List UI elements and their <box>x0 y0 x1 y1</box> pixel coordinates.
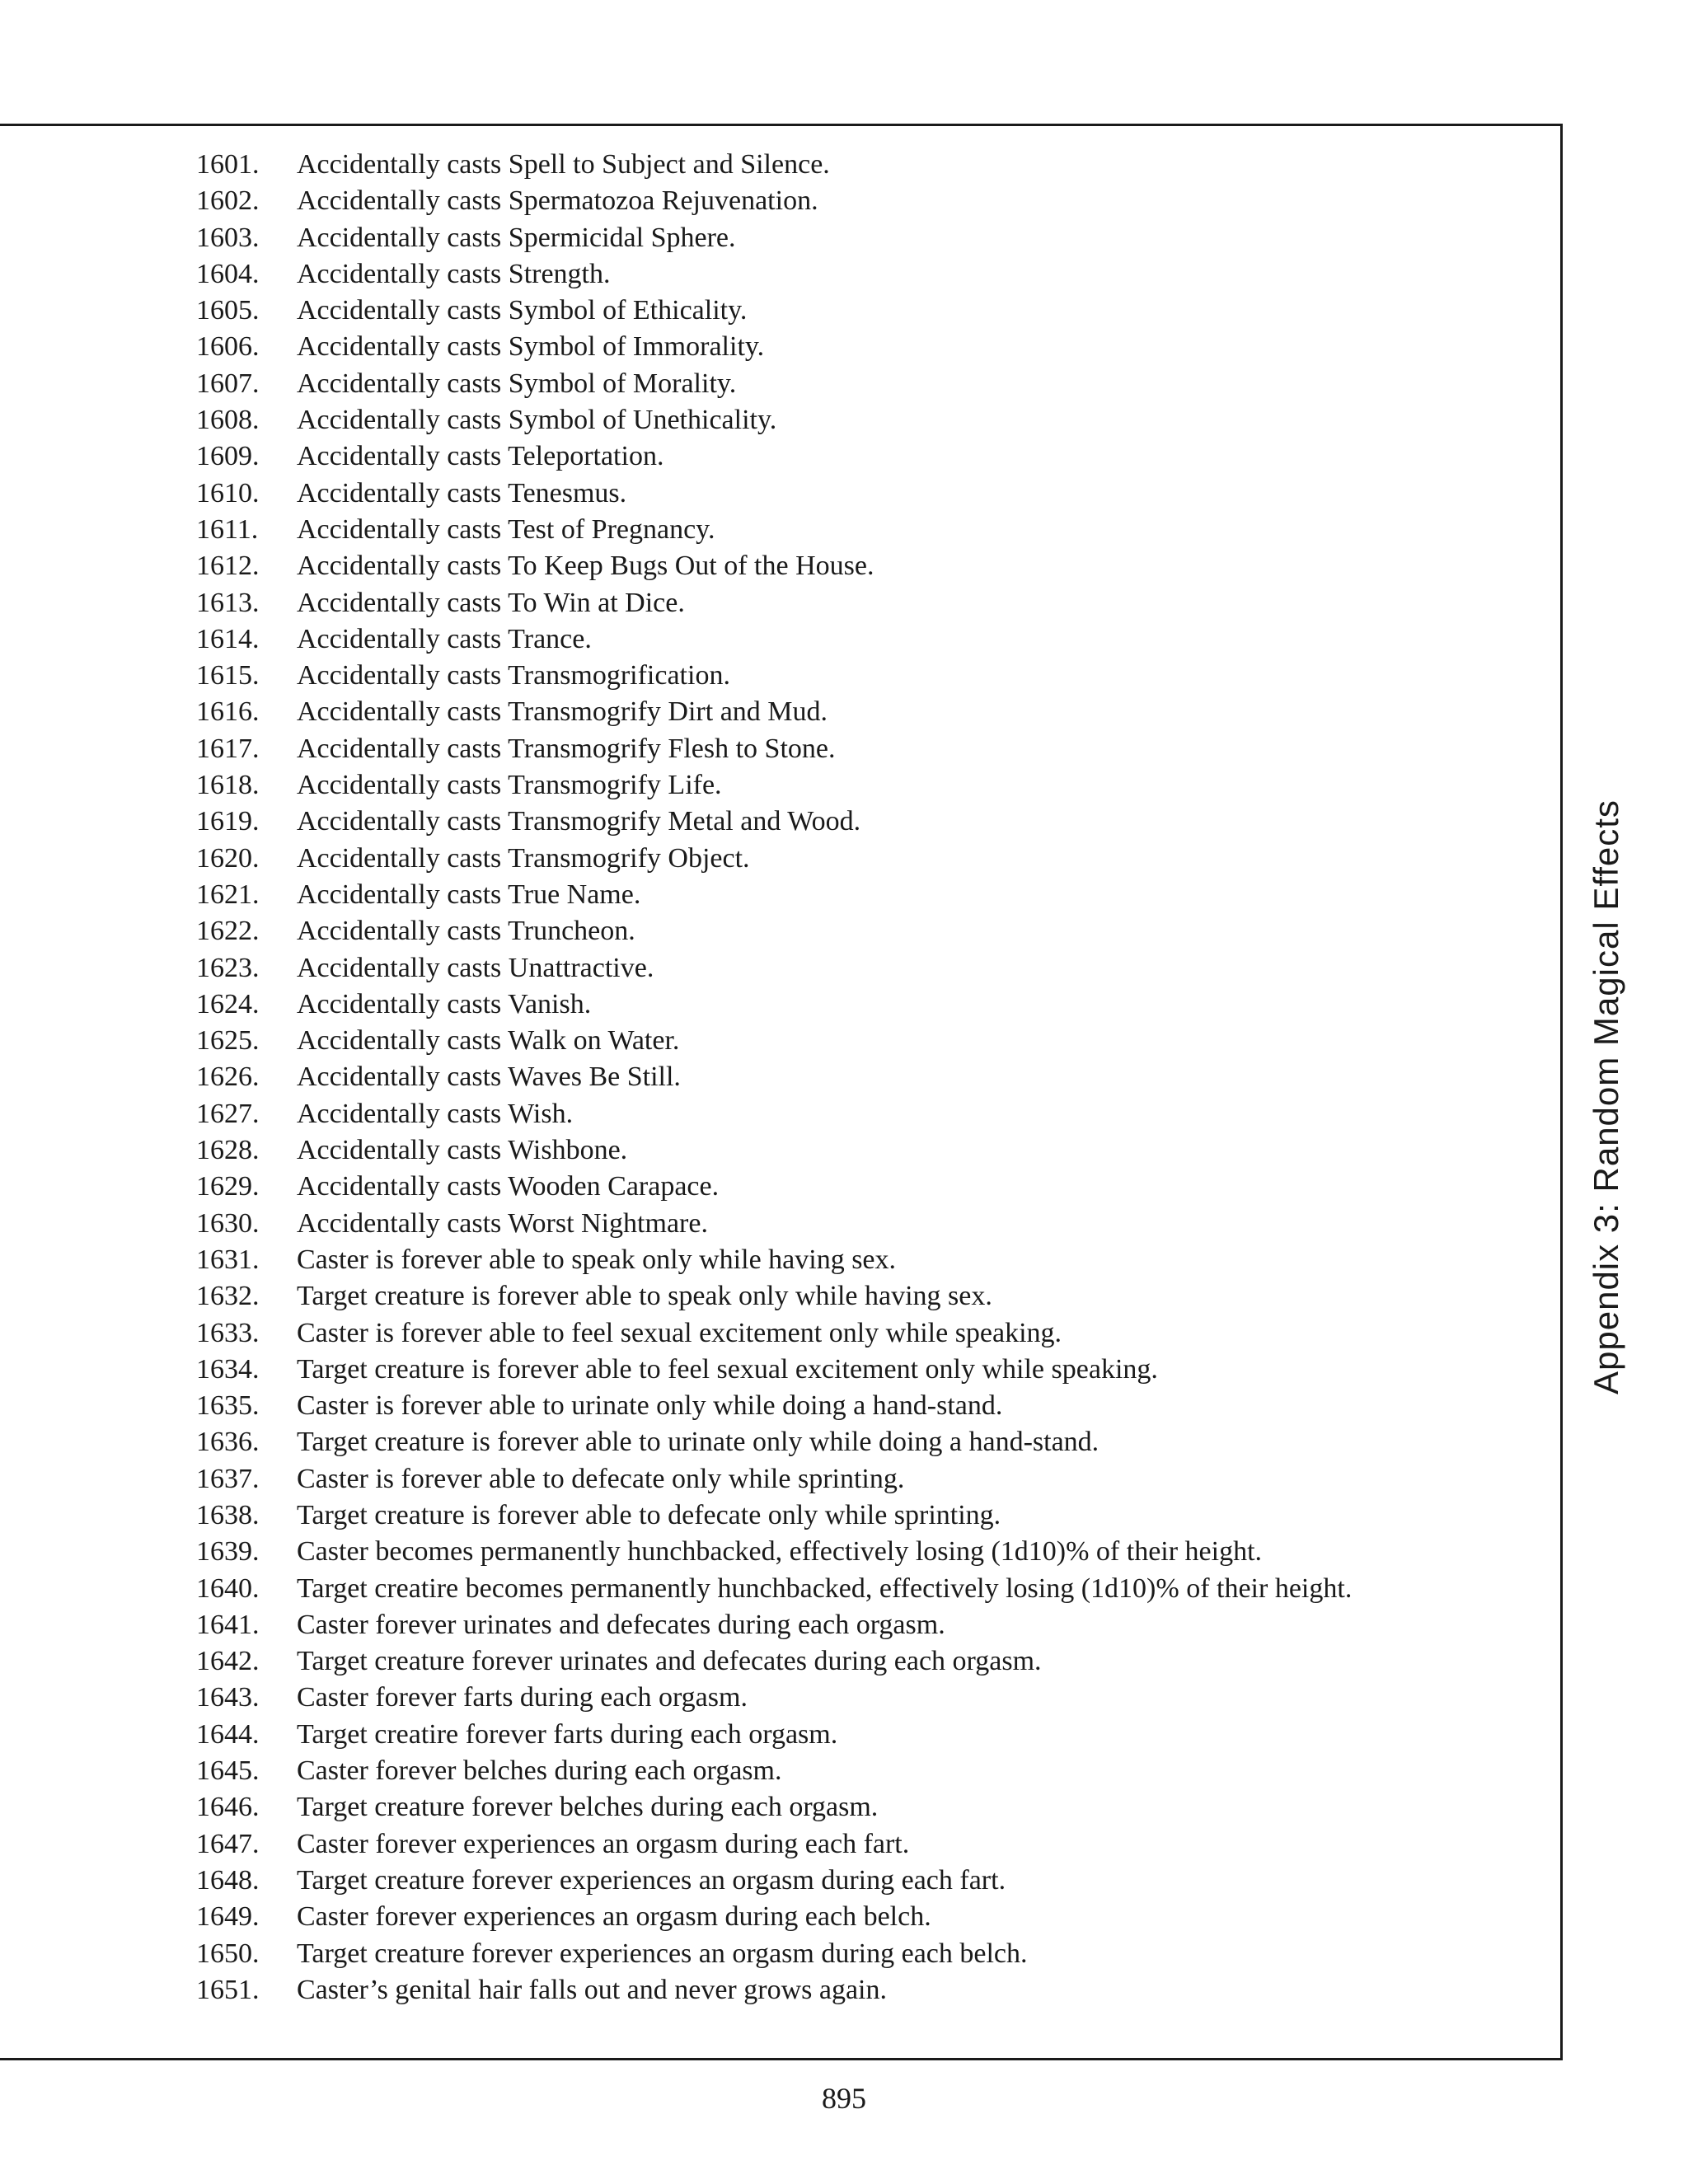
entry-text: Accidentally casts Wishbone. <box>297 1135 628 1166</box>
entry-text: Accidentally casts Teleportation. <box>297 441 664 472</box>
list-item <box>196 1388 1352 1424</box>
entry-text: Caster forever belches during each orgasm. <box>297 1755 782 1787</box>
list-item <box>196 913 1352 949</box>
entry-text: Accidentally casts Unattractive. <box>297 952 654 983</box>
entry-text: Accidentally casts Test of Pregnancy. <box>297 513 715 545</box>
entry-number: 1624. <box>196 988 260 1019</box>
entry-number: 1627. <box>196 1098 260 1129</box>
entry-text: Accidentally casts Transmogrify Metal and Wood. <box>297 806 861 837</box>
list-item <box>196 548 1352 584</box>
entry-text: Target creature forever belches during each orgasm. <box>297 1792 879 1823</box>
list-item <box>196 1497 1352 1534</box>
list-item <box>196 1315 1352 1352</box>
entry-number: 1603. <box>196 222 260 253</box>
entry-text: Accidentally casts Truncheon. <box>297 916 635 947</box>
entry-number: 1614. <box>196 623 260 654</box>
entry-text: Accidentally casts Tenesmus. <box>297 477 627 509</box>
list-item <box>196 1096 1352 1132</box>
side-title: Appendix 3: Random Magical Effects <box>1587 799 1625 1394</box>
list-item <box>196 1169 1352 1205</box>
entry-number: 1649. <box>196 1901 260 1933</box>
list-item <box>196 1643 1352 1680</box>
list-item <box>196 183 1352 219</box>
list-item <box>196 1607 1352 1643</box>
entry-number: 1646. <box>196 1792 260 1823</box>
entry-number: 1630. <box>196 1207 260 1239</box>
entry-text: Caster is forever able to defecate only while sprinting. <box>297 1463 905 1494</box>
entry-number: 1639. <box>196 1536 260 1568</box>
entry-number: 1651. <box>196 1974 260 2005</box>
entry-number: 1626. <box>196 1062 260 1093</box>
list-item <box>196 694 1352 730</box>
entry-text: Accidentally casts Strength. <box>297 258 611 289</box>
list-item <box>196 1571 1352 1607</box>
entry-number: 1602. <box>196 185 260 217</box>
list-item <box>196 987 1352 1023</box>
entry-text: Accidentally casts Transmogrification. <box>297 660 730 691</box>
entry-text: Target creatire becomes permanently hunchbacked, effectively losing (1d10)% of their height. <box>297 1572 1353 1604</box>
entry-text: Caster forever experiences an orgasm during each fart. <box>297 1828 910 1859</box>
entry-number: 1633. <box>196 1317 260 1348</box>
entry-number: 1620. <box>196 842 260 874</box>
list-item <box>196 1753 1352 1789</box>
list-item <box>196 1278 1352 1315</box>
entry-number: 1631. <box>196 1244 260 1275</box>
entry-number: 1618. <box>196 770 260 801</box>
list-item <box>196 1972 1352 2008</box>
entry-number: 1645. <box>196 1755 260 1787</box>
entry-text: Accidentally casts Transmogrify Dirt and Mud. <box>297 696 828 728</box>
entry-number: 1640. <box>196 1572 260 1604</box>
list-item <box>196 1826 1352 1863</box>
list-item <box>196 1132 1352 1169</box>
entry-text: Accidentally casts True Name. <box>297 879 641 910</box>
list-item <box>196 256 1352 293</box>
list-item <box>196 329 1352 365</box>
entry-text: Accidentally casts Worst Nightmare. <box>297 1207 708 1239</box>
list-item <box>196 476 1352 512</box>
list-item <box>196 1059 1352 1095</box>
entry-text: Target creature is forever able to feel sexual excitement only while speaking. <box>297 1353 1158 1385</box>
list-item <box>196 147 1352 183</box>
entry-number: 1611. <box>196 513 259 545</box>
entry-number: 1615. <box>196 660 260 691</box>
list-item <box>196 293 1352 329</box>
list-item <box>196 1352 1352 1388</box>
page-number: 895 <box>822 2082 866 2115</box>
entry-text: Target creatire forever farts during each orgasm. <box>297 1718 838 1750</box>
entry-number: 1616. <box>196 696 260 728</box>
entry-text: Target creature forever urinates and defecates during each orgasm. <box>297 1646 1042 1677</box>
list-item <box>196 1206 1352 1242</box>
effects-list <box>196 147 1352 2008</box>
entry-number: 1629. <box>196 1171 260 1202</box>
entry-text: Accidentally casts Wooden Carapace. <box>297 1171 720 1202</box>
entry-text: Caster becomes permanently hunchbacked, effectively losing (1d10)% of their height. <box>297 1536 1263 1568</box>
entry-text: Accidentally casts Trance. <box>297 623 592 654</box>
list-item <box>196 1680 1352 1716</box>
list-item <box>196 877 1352 913</box>
entry-number: 1641. <box>196 1609 260 1640</box>
list-item <box>196 1023 1352 1059</box>
entry-number: 1622. <box>196 916 260 947</box>
entry-number: 1606. <box>196 331 260 363</box>
entry-text: Accidentally casts Spermicidal Sphere. <box>297 222 736 253</box>
entry-number: 1632. <box>196 1281 260 1312</box>
entry-number: 1628. <box>196 1135 260 1166</box>
entry-number: 1637. <box>196 1463 260 1494</box>
entry-text: Accidentally casts To Win at Dice. <box>297 587 685 618</box>
entry-number: 1604. <box>196 258 260 289</box>
list-item <box>196 767 1352 804</box>
entry-text: Caster is forever able to urinate only while doing a hand-stand. <box>297 1390 1003 1422</box>
entry-number: 1648. <box>196 1864 260 1896</box>
entry-text: Caster forever experiences an orgasm during each belch. <box>297 1901 931 1933</box>
entry-number: 1608. <box>196 405 260 436</box>
entry-text: Accidentally casts Symbol of Unethicality. <box>297 405 777 436</box>
entry-number: 1601. <box>196 149 260 180</box>
entry-text: Caster is forever able to feel sexual excitement only while speaking. <box>297 1317 1062 1348</box>
list-item <box>196 220 1352 256</box>
list-item <box>196 1789 1352 1825</box>
list-item <box>196 402 1352 438</box>
entry-number: 1610. <box>196 477 260 509</box>
list-item <box>196 585 1352 621</box>
list-item <box>196 658 1352 694</box>
entry-text: Accidentally casts Vanish. <box>297 988 592 1019</box>
list-item <box>196 950 1352 987</box>
list-item <box>196 1863 1352 1899</box>
entry-text: Accidentally casts Wish. <box>297 1098 574 1129</box>
entry-text: Accidentally casts Symbol of Ethicality. <box>297 295 748 326</box>
entry-text: Target creature is forever able to speak only while having sex. <box>297 1281 992 1312</box>
entry-text: Target creature is forever able to urinate only while doing a hand-stand. <box>297 1427 1100 1458</box>
entry-text: Caster is forever able to speak only while having sex. <box>297 1244 897 1275</box>
list-item <box>196 621 1352 658</box>
entry-number: 1619. <box>196 806 260 837</box>
entry-number: 1613. <box>196 587 260 618</box>
list-item <box>196 438 1352 475</box>
list-item <box>196 731 1352 767</box>
list-item <box>196 366 1352 402</box>
entry-number: 1647. <box>196 1828 260 1859</box>
entry-number: 1617. <box>196 733 260 764</box>
list-item <box>196 1424 1352 1460</box>
list-item <box>196 804 1352 840</box>
entry-number: 1638. <box>196 1499 260 1530</box>
entry-text: Accidentally casts To Keep Bugs Out of the House. <box>297 551 874 582</box>
list-item <box>196 1899 1352 1935</box>
entry-text: Accidentally casts Transmogrify Flesh to Stone. <box>297 733 836 764</box>
list-item <box>196 1534 1352 1570</box>
entry-number: 1621. <box>196 879 260 910</box>
entry-text: Accidentally casts Transmogrify Object. <box>297 842 750 874</box>
entry-number: 1612. <box>196 551 260 582</box>
entry-text: Target creature forever experiences an orgasm during each belch. <box>297 1938 1028 1969</box>
entry-number: 1636. <box>196 1427 260 1458</box>
entry-number: 1643. <box>196 1682 260 1713</box>
entry-text: Caster forever farts during each orgasm. <box>297 1682 748 1713</box>
list-item <box>196 1461 1352 1497</box>
entry-text: Target creature forever experiences an orgasm during each fart. <box>297 1864 1006 1896</box>
entry-number: 1634. <box>196 1353 260 1385</box>
entry-text: Accidentally casts Walk on Water. <box>297 1025 680 1057</box>
entry-text: Caster forever urinates and defecates during each orgasm. <box>297 1609 945 1640</box>
entry-number: 1625. <box>196 1025 260 1057</box>
entry-text: Accidentally casts Symbol of Immorality. <box>297 331 765 363</box>
entry-text: Accidentally casts Waves Be Still. <box>297 1062 681 1093</box>
entry-number: 1623. <box>196 952 260 983</box>
entry-text: Accidentally casts Symbol of Morality. <box>297 368 737 399</box>
entry-number: 1605. <box>196 295 260 326</box>
entry-text: Accidentally casts Spermatozoa Rejuvenation. <box>297 185 818 217</box>
list-item <box>196 512 1352 548</box>
entry-number: 1650. <box>196 1938 260 1969</box>
list-item <box>196 1242 1352 1278</box>
list-item <box>196 1936 1352 1972</box>
list-item <box>196 841 1352 877</box>
entry-text: Accidentally casts Transmogrify Life. <box>297 770 722 801</box>
entry-number: 1642. <box>196 1646 260 1677</box>
entry-number: 1609. <box>196 441 260 472</box>
entry-number: 1607. <box>196 368 260 399</box>
entry-number: 1635. <box>196 1390 260 1422</box>
entry-text: Target creature is forever able to defecate only while sprinting. <box>297 1499 1001 1530</box>
entry-text: Accidentally casts Spell to Subject and Silence. <box>297 149 830 180</box>
list-item <box>196 1717 1352 1753</box>
entry-text: Caster’s genital hair falls out and never grows again. <box>297 1974 887 2005</box>
entry-number: 1644. <box>196 1718 260 1750</box>
